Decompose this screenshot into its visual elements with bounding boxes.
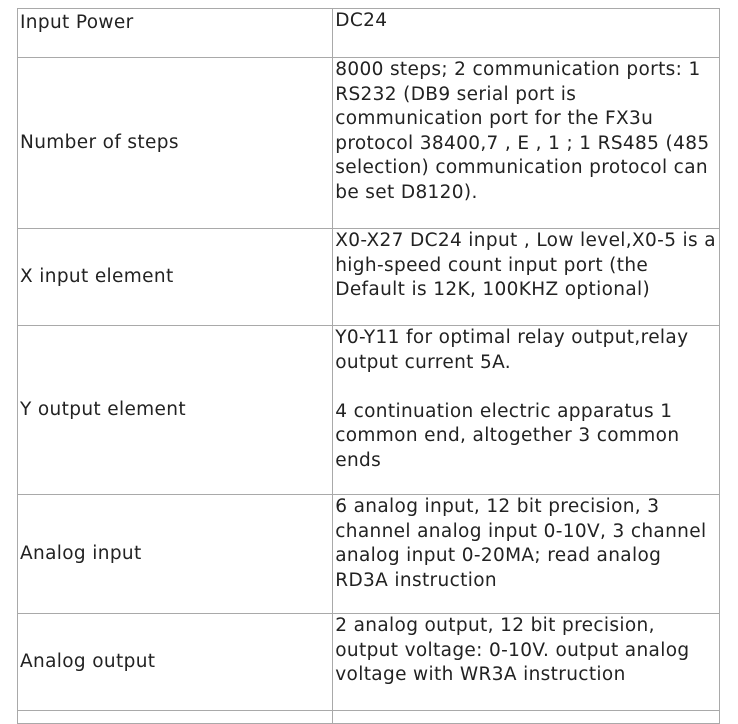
- value-text: Y0-Y11 for optimal relay output,relay output current 5A.: [335, 327, 689, 373]
- spec-table: [17, 8, 720, 724]
- value-text: 2 analog output, 12 bit precision, output voltage: 0-10V. output analog voltage with WR3A instruction: [335, 615, 690, 685]
- table-row-y-output-element: [18, 326, 720, 495]
- row-value: [333, 495, 720, 614]
- row-value: [333, 711, 720, 724]
- row-value: [333, 614, 720, 711]
- value-text: X0-X27 DC24 input , Low level,X0-5 is a high-speed count input port (the Default is 12K, 100KHZ optional): [335, 230, 716, 300]
- table-row-input-power: [18, 9, 720, 58]
- table-row-partial: [18, 711, 720, 724]
- row-label: Input Power: [18, 9, 333, 58]
- row-label: Number of steps: [18, 58, 333, 229]
- row-value: [333, 229, 720, 326]
- row-label: [18, 711, 333, 724]
- row-label: Analog output: [18, 614, 333, 711]
- value-text: DC24: [335, 10, 388, 31]
- table-row-number-of-steps: [18, 58, 720, 229]
- row-label: Analog input: [18, 495, 333, 614]
- row-value: [333, 9, 720, 58]
- value-text: 8000 steps; 2 communication ports: 1 RS232 (DB9 serial port is communication port for the FX3u protocol 38400,7 , E , 1 ; 1 RS485 (485 selection) communication protocol can be set D8120).: [335, 59, 710, 203]
- table-row-analog-input: [18, 495, 720, 614]
- row-value: [333, 326, 720, 495]
- row-label: X input element: [18, 229, 333, 326]
- value-text: 6 analog input, 12 bit precision, 3 channel analog input 0-10V, 3 channel analog input 0-20MA; read analog RD3A instruction: [335, 496, 707, 591]
- value-text: 4 continuation electric apparatus 1 common end, altogether 3 common ends: [335, 400, 680, 471]
- table-row-x-input-element: [18, 229, 720, 326]
- table-row-analog-output: [18, 614, 720, 711]
- row-label: Y output element: [18, 326, 333, 495]
- row-value: [333, 58, 720, 229]
